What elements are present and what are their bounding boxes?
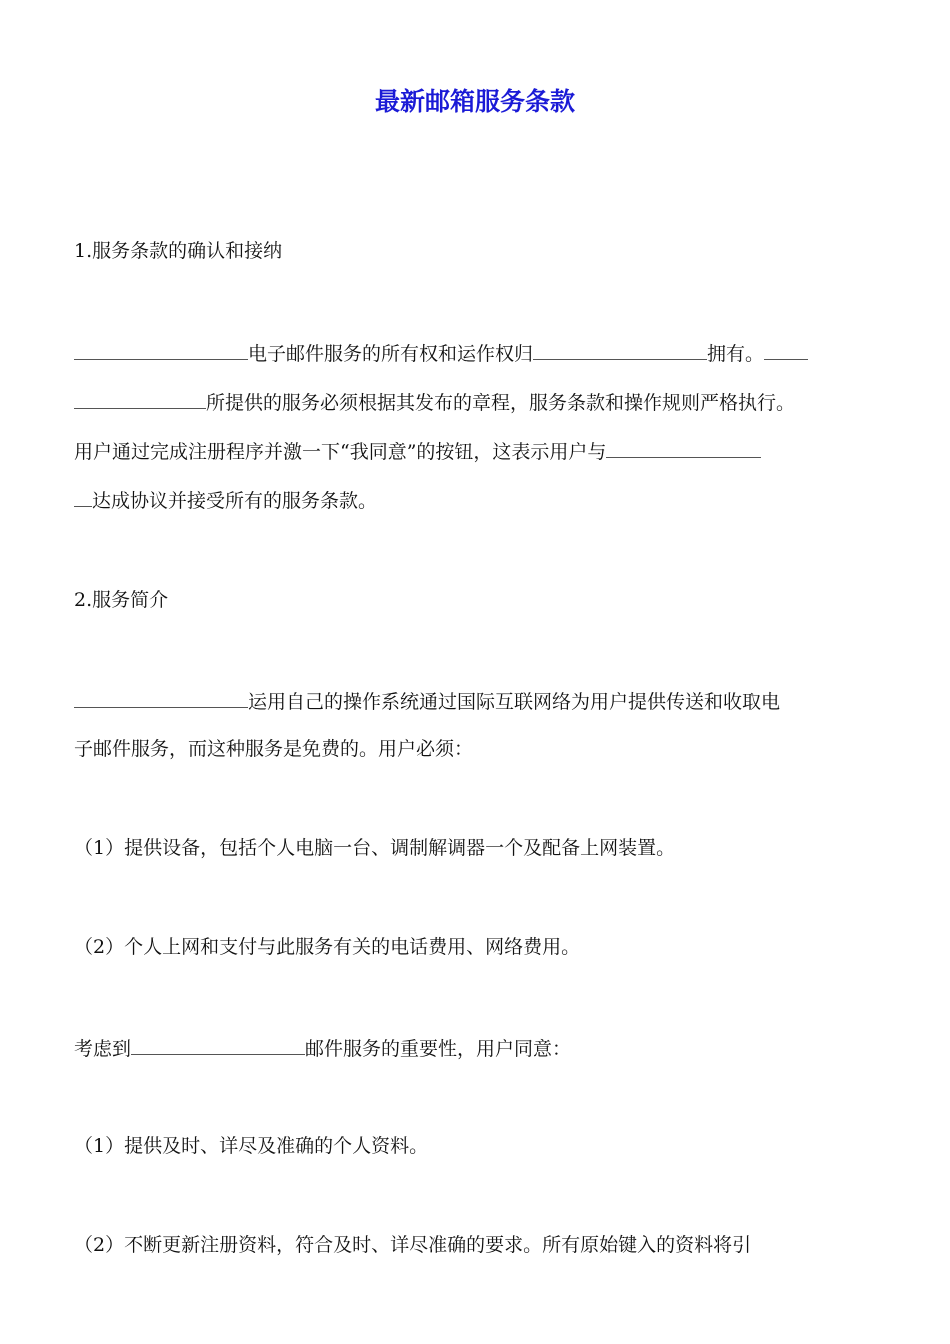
- section-1-paragraph-line-1: [74, 337, 808, 369]
- blank-field: [74, 337, 248, 360]
- blank-field: [606, 435, 761, 458]
- text-segment: 电子邮件服务的所有权和运作权归: [248, 343, 534, 365]
- section-1-paragraph-line-3: [74, 435, 761, 467]
- document-title: 最新邮箱服务条款: [374, 87, 575, 116]
- requirement-item-1: （1）提供设备，包括个人电脑一台、调制解调器一个及配备上网装置。: [74, 837, 676, 859]
- section-2-paragraph-line-2: 子邮件服务，而这种服务是免费的。用户必须：: [74, 738, 474, 760]
- consent-intro-line: [74, 1032, 571, 1064]
- consent-item-2: （2）不断更新注册资料，符合及时、详尽准确的要求。所有原始键入的资料将引: [74, 1234, 752, 1256]
- blank-field: [74, 484, 92, 507]
- section-2-paragraph-line-1: [74, 685, 780, 717]
- requirement-item-2: （2）个人上网和支付与此服务有关的电话费用、网络费用。: [74, 936, 581, 958]
- section-1-paragraph-line-2: [74, 386, 795, 418]
- text-segment: 邮件服务的重要性，用户同意：: [305, 1038, 572, 1060]
- blank-field: [131, 1032, 305, 1055]
- text-segment: 用户通过完成注册程序并激一下“我同意”的按钮，这表示用户与: [74, 441, 607, 463]
- blank-field: [764, 337, 808, 360]
- text-segment: 所提供的服务必须根据其发布的章程，服务条款和操作规则严格执行。: [206, 392, 796, 414]
- text-segment: 运用自己的操作系统通过国际互联网络为用户提供传送和收取电: [248, 691, 781, 713]
- blank-field: [74, 386, 206, 409]
- section-1-heading: 1.服务条款的确认和接纳: [74, 240, 283, 262]
- blank-field: [74, 685, 248, 708]
- text-segment: 达成协议并接受所有的服务条款。: [92, 490, 378, 512]
- text-segment: 考虑到: [74, 1038, 132, 1060]
- consent-item-1: （1）提供及时、详尽及准确的个人资料。: [74, 1135, 429, 1157]
- blank-field: [533, 337, 707, 360]
- text-segment: 拥有。: [707, 343, 765, 365]
- section-2-heading: 2.服务简介: [74, 589, 169, 611]
- section-1-paragraph-line-4: [74, 484, 377, 516]
